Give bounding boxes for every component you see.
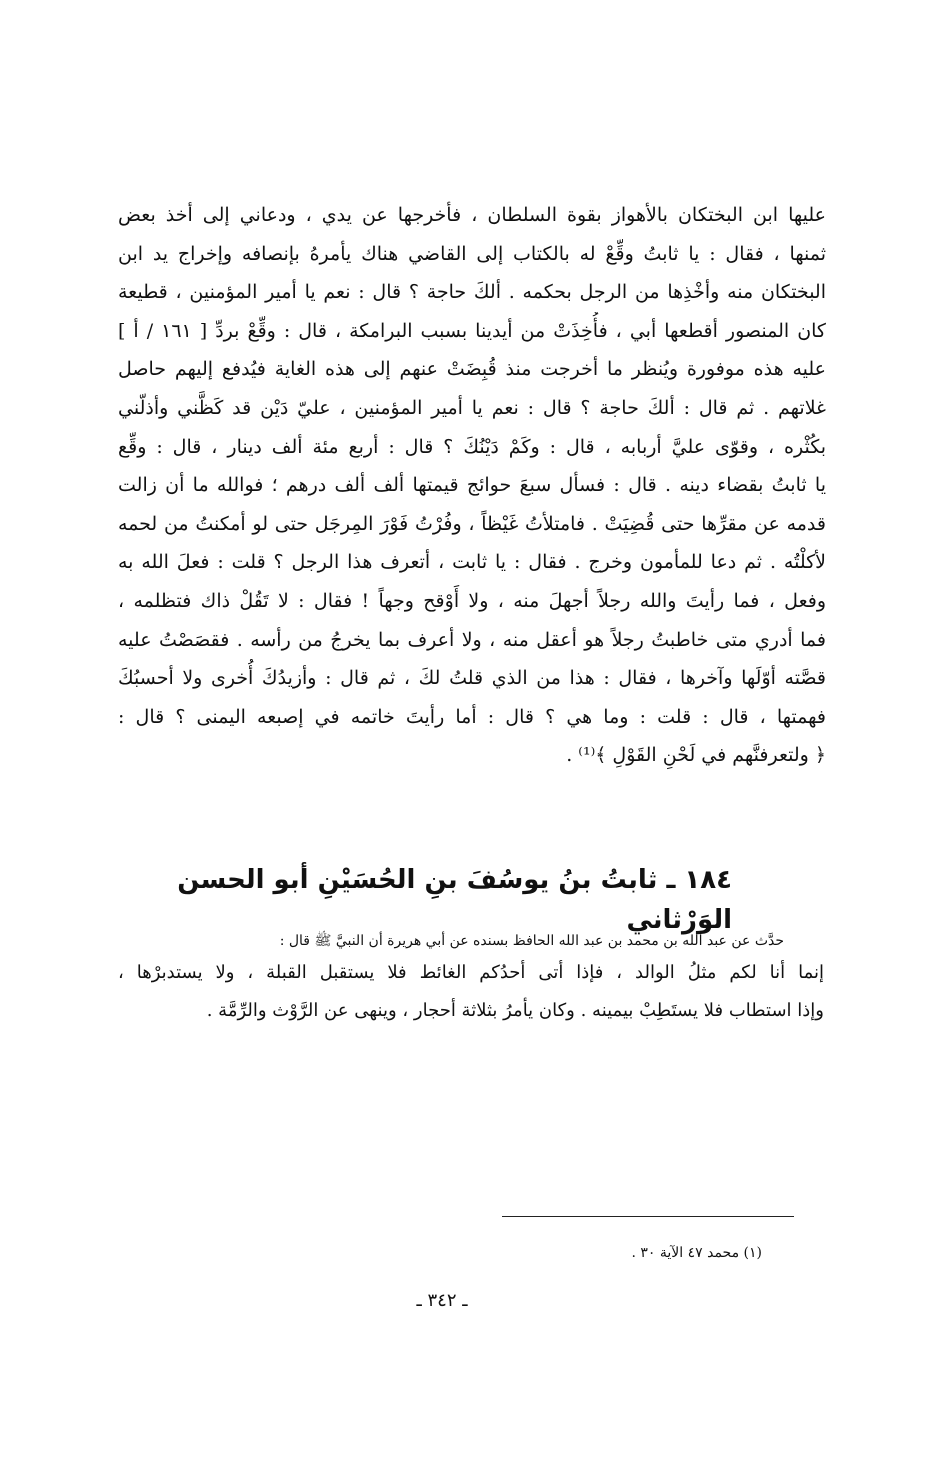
text-line: البختكان منه وأخْذِها من الرجل بحكمه . ألكَ حاجة ؟ قال : نعم يا أمير المؤمنين ، قطيعة — [118, 281, 826, 304]
footnote-separator — [502, 1216, 794, 1217]
text-line: فما أدري متى خاطبتُ رجلاً هو أعقل منه ، ولا أعرف بما يخرجُ من رأسه . فقصَصْتُ عليه — [118, 628, 826, 651]
text-line: يا ثابتُ بقضاء دينه . قال : فسأل سبعَ حوائج قيمتها ألف ألف درهم ؛ فوالله ما أن زالت — [118, 474, 826, 497]
main-text-block — [118, 196, 826, 775]
hadith-line: إنما أنا لكم مثلُ الوالد ، فإذا أتى أحدُكم الغائط فلا يستقبل القبلة ، ولا يستدبرْها ، — [118, 962, 824, 983]
text-line: وفعل ، فما رأيتَ والله رجلاً أجهلَ منه ، ولا أَوْقح وجهاً ! فقال : لا تَقُلْ ذاك فتظلمه ، — [118, 589, 826, 612]
text-line: ثمنها ، فقال : يا ثابتُ وقِّعْ له بالكتاب إلى القاضي هناك يأمرهُ بإنصافه وإخراج يد ابن — [118, 242, 826, 265]
hadith-line: وإذا استطاب فلا يستَطِبْ بيمينه . وكان يأمرُ بثلاثة أحجار ، وينهى عن الرَّوْث والرِّمَّة . — [206, 1000, 824, 1021]
footnote: (١) محمد ٤٧ الآية ٣٠ . — [631, 1245, 762, 1261]
hadith-isnad: حدَّث عن عبد الله بن محمد بن عبد الله الحافظ بسنده عن أبي هريرة أن النبيَّ ﷺ قال : — [279, 933, 784, 949]
text-line: فهمتها ، قال : قلت : وما هي ؟ قال : أما رأيتَ خاتمه في إصبعه اليمنى ؟ قال : — [118, 705, 826, 728]
text-line: بكُثْره ، وقوّى عليَّ أربابه ، قال : وكَمْ دَيْنُكَ ؟ قال : أربع مئة ألف دينار ، قال : وقِّع — [118, 435, 826, 458]
text-line: عليه هذه موفورة ويُنظر ما أخرجت منذ قُبِضَتْ عنهم إلى هذه الغاية فيُدفع إليهم حاصل — [118, 358, 826, 381]
section-heading: ١٨٤ ـ ثابتُ بنُ يوسُفَ بنِ الحُسَيْنِ أبو الحسن الوَرْثاني — [177, 865, 732, 935]
text-line: قدمه عن مقرِّها حتى قُضِيَتْ . فامتلأتُ غَيْظاً ، وفُرْتُ فَوْرَ المِرجَل حتى لو أمكنتُ من لحمه — [118, 512, 826, 535]
quran-verse-line: ﴿ ولتعرفنَّهم في لَحْنِ القَوْلِ ﴾⁽¹⁾ . — [566, 744, 826, 767]
text-line: عليها ابن البختكان بالأهواز بقوة السلطان ، فأخرجها عن يدي ، ودعاني إلى أخذ بعض — [118, 204, 826, 226]
hadith-block — [118, 928, 824, 1030]
page-number: ـ ٣٤٢ ـ — [416, 1290, 468, 1311]
text-line: غلاتهم . ثم قال : ألكَ حاجة ؟ قال : نعم يا أمير المؤمنين ، عليّ دَيْن قد كَظَّني وأذلّني — [118, 396, 826, 419]
text-line: كان المنصور أقطعها أبي ، فأُخِذَتْ من أيدينا بسبب البرامكة ، قال : وقِّعْ بردِّ [ ١٦١ / أ ] — [118, 319, 826, 342]
text-line: لأكلْتُه . ثم دعا للمأمون وخرج . فقال : يا ثابت ، أتعرف هذا الرجل ؟ قلت : فعلَ الله به — [118, 551, 826, 574]
text-line: قصَّته أوّلَها وآخرها ، فقال : هذا من الذي قلتُ لكَ ، ثم قال : وأزيدُكَ أُخرى ولا أحسبُكَ — [118, 667, 826, 690]
